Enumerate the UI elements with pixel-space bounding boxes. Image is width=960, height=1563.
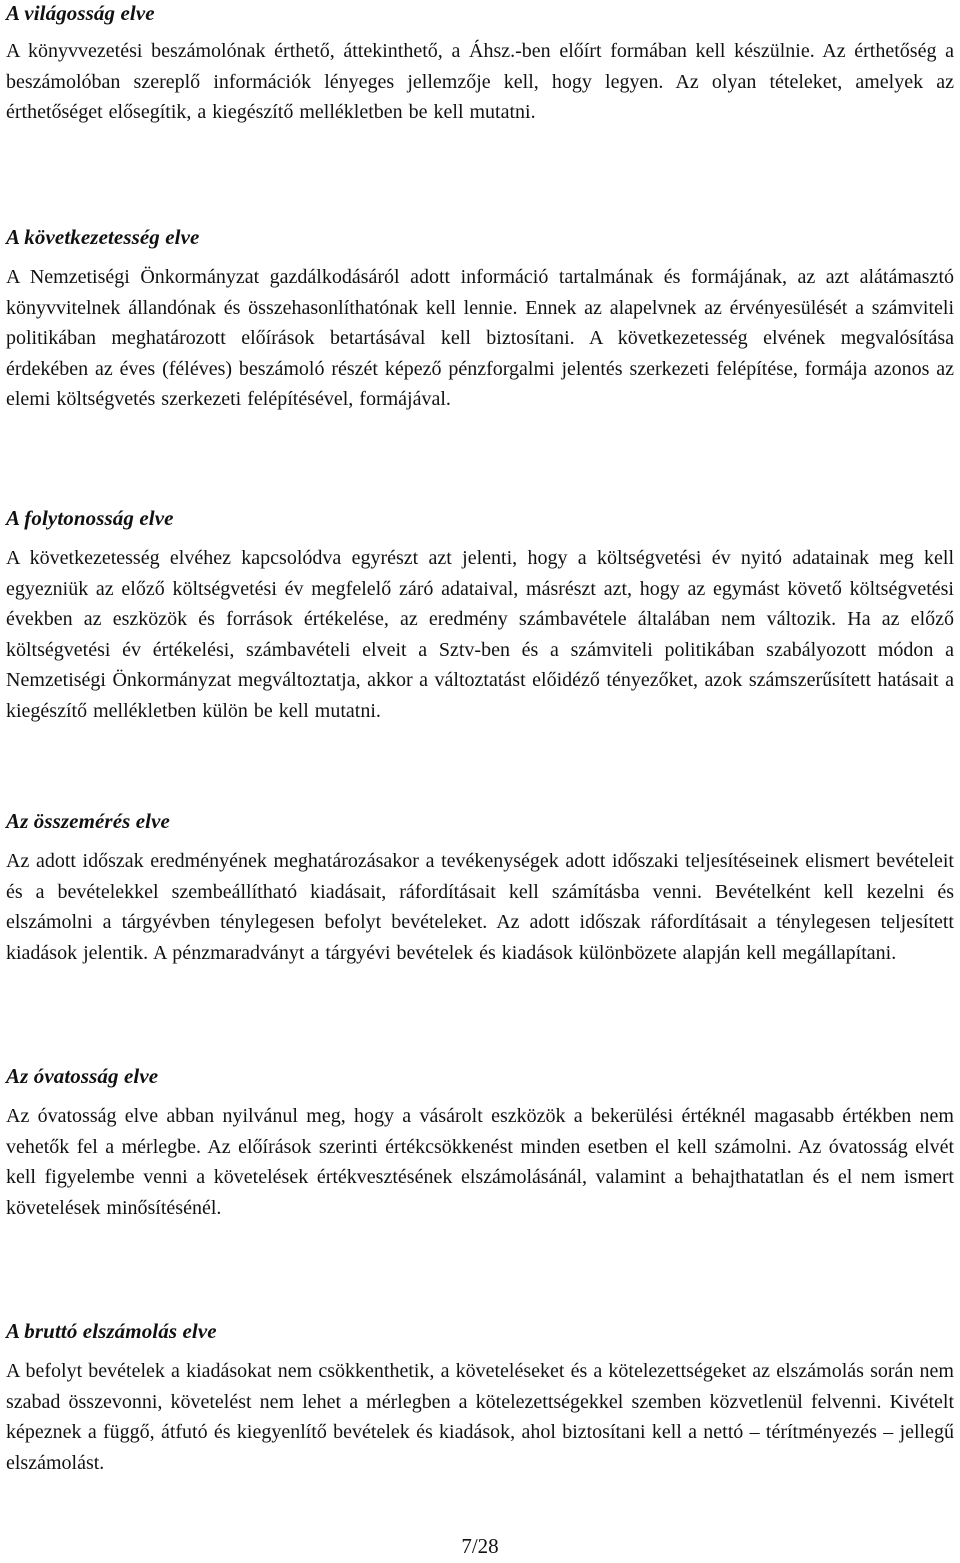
section-paragraph: A befolyt bevételek a kiadásokat nem csökkenthetik, a követeléseket és a kötelezettségeket az elszámolás során nem szabad összevonni, követelést nem lehet a mérlegben a kötelezettségekkel szemben közvetlenül felvenni. Kivételt képeznek a függő, átfutó és kiegyenlítő bevételek és kiadások, ahol biztosítani kell a nettó – térítményezés – jellegű elszámolást. <box>6 1360 954 1474</box>
section-paragraph: A könyvvezetési beszámolónak érthető, áttekinthető, a Áhsz.-ben előírt formában kell készülnie. Az érthetőség a beszámolóban szereplő információk lényeges jellemzője kell, hogy legyen. Az olyan tételeket, amelyek az érthetőséget elősegítik, a kiegészítő mellékletben be kell mutatni. <box>6 40 954 123</box>
section-paragraph: A Nemzetiségi Önkormányzat gazdálkodásáról adott információ tartalmának és formájának, az azt alátámasztó könyvvitelnek állandónak és összehasonlíthatónak kell lennie. Ennek az alapelvnek az érvényesülését a számviteli politikában meghatározott előírások betartásával kell biztosítani. A következetesség elvének megvalósítása érdekében az éves (féléves) beszámoló részét képező pénzforgalmi jelentés szerkezeti felépítése, formája azonos az elemi költségvetés szerkezeti felépítésével, formájával. <box>6 266 954 410</box>
section-heading: A világosság elve <box>6 1 155 25</box>
section-vilagossag <box>6 0 954 128</box>
section-heading: A következetesség elve <box>6 225 200 249</box>
section-brutto-elszamolas <box>6 1318 954 1478</box>
page-number: 7/28 <box>461 1534 499 1558</box>
section-paragraph: Az adott időszak eredményének meghatározásakor a tevékenységek adott időszaki teljesítéseinek elismert bevételeit és a bevételekkel szembeállítható kiadásait, ráfordításait kell számításba venni. Bevételként kell kezelni és elszámolni a tárgyévben ténylegesen befolyt bevételeket. Az adott időszak ráfordításait a ténylegesen teljesített kiadások jelentik. A pénzmaradványt a tárgyévi bevételek és kiadások különbözete alapján kell megállapítani. <box>6 850 954 964</box>
section-paragraph: A következetesség elvéhez kapcsolódva egyrészt azt jelenti, hogy a költségvetési év nyitó adatainak meg kell egyezniük az előző költségvetési év megfelelő záró adataival, másrészt azt, hogy az egymást követő költségvetési években az eszközök és források értékelése, az eredmény számbavétele általában nem változik. Ha az előző költségvetési év értékelési, számbavételi elveit a Sztv-ben és a számviteli politikában szabályozott módon a Nemzetiségi Önkormányzat megváltoztatja, akkor a változtatást előidéző tényezőket, azok számszerűsített hatásait a kiegészítő mellékletben külön be kell mutatni. <box>6 547 954 722</box>
section-ovatossag <box>6 1063 954 1223</box>
section-kovetkezetesseg <box>6 224 954 415</box>
section-heading: A bruttó elszámolás elve <box>6 1319 217 1343</box>
section-heading: Az óvatosság elve <box>6 1064 159 1088</box>
section-folytonossag <box>6 505 954 726</box>
section-heading: Az összemérés elve <box>6 809 170 833</box>
section-heading: A folytonosság elve <box>6 506 174 530</box>
section-paragraph: Az óvatosság elve abban nyilvánul meg, hogy a vásárolt eszközök a bekerülési értéknél magasabb értékben nem vehetők fel a mérlegbe. Az előírások szerinti értékcsökkenést minden esetben el kell számolni. Az óvatosság elvét kell figyelembe venni a követelések értékvesztésének elszámolásánál, valamint a behajthatatlan és el nem ismert követelések minősítésénél. <box>6 1105 954 1219</box>
section-osszemeres <box>6 808 954 968</box>
